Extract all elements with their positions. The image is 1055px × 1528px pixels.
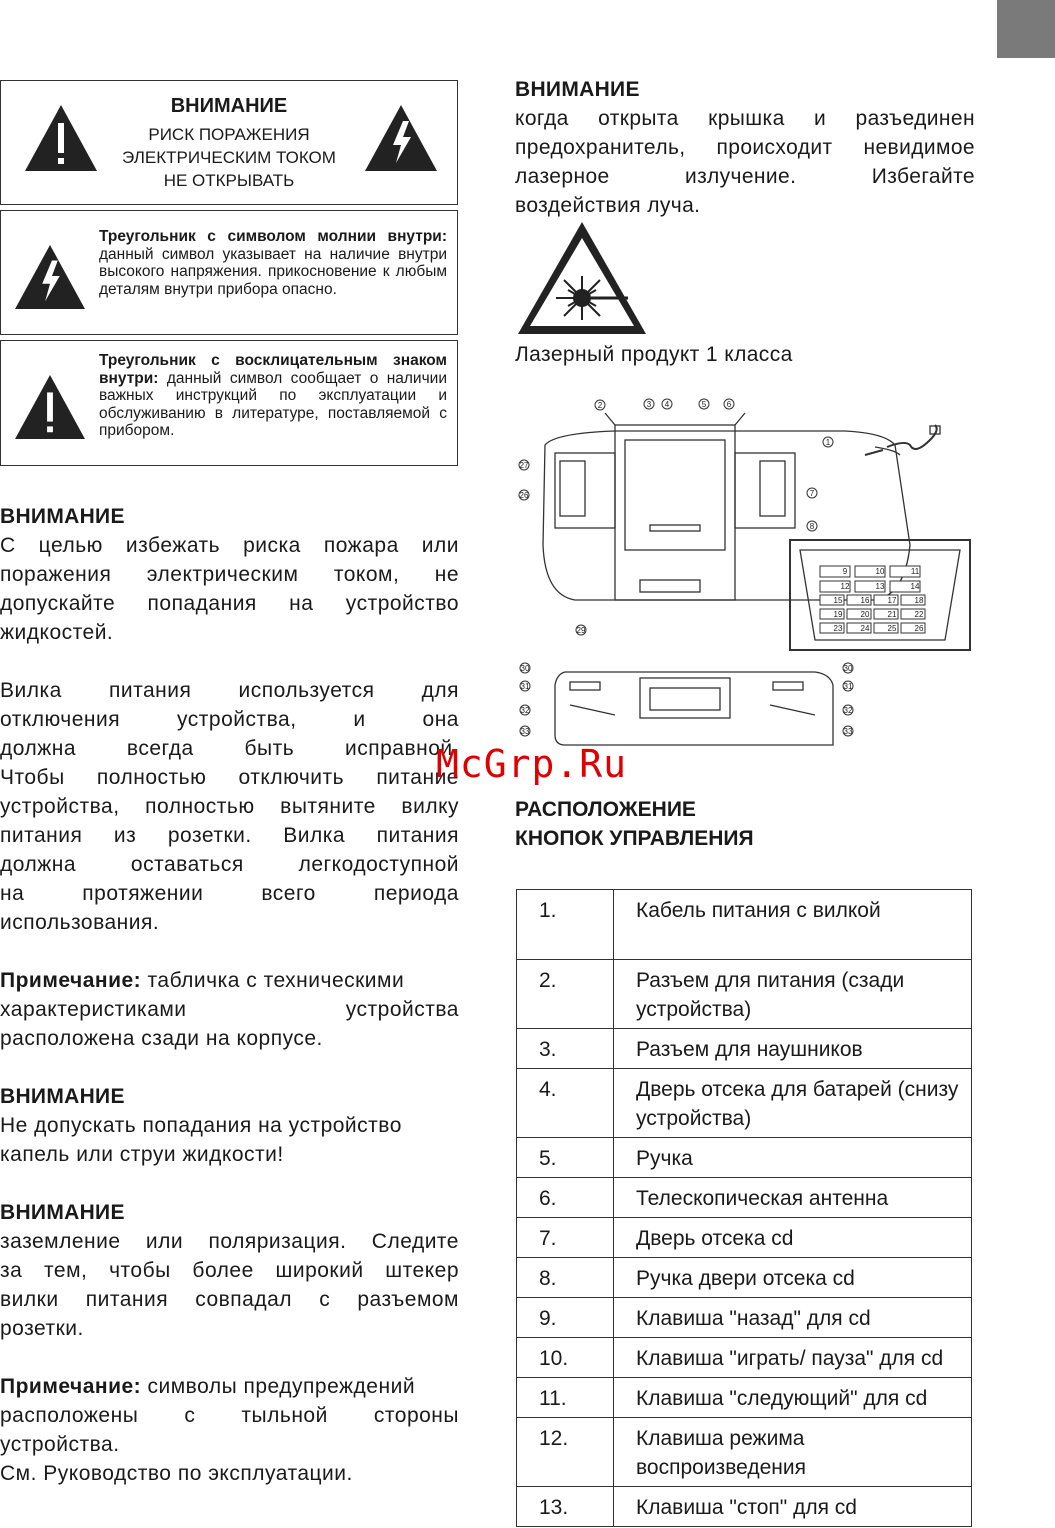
svg-text:26: 26 xyxy=(914,624,924,633)
warning-heading: ВНИМАНИЕ xyxy=(0,1201,125,1224)
callout xyxy=(520,681,530,691)
svg-text:9: 9 xyxy=(842,567,848,576)
svg-text:8: 8 xyxy=(809,522,815,531)
table-row xyxy=(517,1138,972,1178)
shock-warning-line: ЭЛЕКТРИЧЕСКИМ ТОКОМ xyxy=(122,148,336,167)
part-number: 6. xyxy=(517,1178,614,1218)
table-row xyxy=(517,1298,972,1338)
svg-text:32: 32 xyxy=(843,706,853,715)
shock-warning-lines xyxy=(101,123,357,192)
lightning-symbol-desc: данный символ указывает на наличие внутри высокого напряжения. прикосновение к любым деталям внутри прибора опасно. xyxy=(99,245,447,298)
svg-text:29: 29 xyxy=(576,626,586,635)
table-row xyxy=(517,1338,972,1378)
svg-text:30: 30 xyxy=(520,664,530,673)
part-description: Клавиша "играть/ пауза" для cd xyxy=(614,1338,972,1378)
part-number: 1. xyxy=(517,890,614,960)
part-number: 7. xyxy=(517,1218,614,1258)
text-line: должна оставаться легкодоступной xyxy=(0,853,459,876)
svg-text:24: 24 xyxy=(860,624,870,633)
text-line: использования. xyxy=(0,911,160,934)
text-line: характеристиками устройства xyxy=(0,998,459,1021)
panel-button xyxy=(820,623,844,633)
part-number: 11. xyxy=(517,1378,614,1418)
table-row xyxy=(517,1178,972,1218)
parts-table xyxy=(516,889,972,1527)
text-line: Не допускать попадания на устройство xyxy=(0,1114,402,1137)
lightning-triangle-icon xyxy=(363,103,439,173)
table-row xyxy=(517,1069,972,1138)
callout xyxy=(843,663,853,673)
shock-warning-box xyxy=(0,80,458,205)
text-line: капель или струи жидкости! xyxy=(0,1143,284,1166)
panel-button xyxy=(847,609,871,619)
panel-button xyxy=(847,595,871,605)
svg-text:22: 22 xyxy=(914,610,924,619)
part-number: 8. xyxy=(517,1258,614,1298)
svg-text:10: 10 xyxy=(875,567,885,576)
text-line: должна всегда быть исправной. xyxy=(0,737,459,760)
callout xyxy=(807,521,817,531)
svg-text:30: 30 xyxy=(843,664,853,673)
shock-warning-title: ВНИМАНИЕ xyxy=(170,95,288,117)
panel-button xyxy=(820,609,844,619)
part-number: 3. xyxy=(517,1029,614,1069)
watermark: McGrp.Ru xyxy=(436,742,628,786)
panel-button xyxy=(820,566,850,577)
panel-button xyxy=(874,609,898,619)
part-description: Клавиша "следующий" для cd xyxy=(614,1378,972,1418)
svg-text:33: 33 xyxy=(520,727,530,736)
lightning-triangle-icon xyxy=(13,243,87,311)
text-line: воздействия луча. xyxy=(515,194,701,217)
svg-text:21: 21 xyxy=(887,610,897,619)
panel-button xyxy=(901,595,925,605)
exclamation-symbol-text xyxy=(99,352,447,440)
shock-warning-line: РИСК ПОРАЖЕНИЯ xyxy=(148,125,310,144)
table-row xyxy=(517,1218,972,1258)
exclamation-triangle-icon xyxy=(23,103,99,173)
part-number: 4. xyxy=(517,1069,614,1138)
panel-button xyxy=(820,581,850,592)
laser-hazard-icon xyxy=(516,220,648,336)
table-row xyxy=(517,1029,972,1069)
note-label: Примечание: xyxy=(0,969,142,992)
laser-caption: Лазерный продукт 1 класса xyxy=(515,343,793,366)
svg-text:1: 1 xyxy=(825,438,831,447)
laser-warning xyxy=(515,75,975,220)
callout xyxy=(519,490,529,500)
svg-text:14: 14 xyxy=(910,582,920,591)
panel-button xyxy=(901,609,925,619)
left-column xyxy=(0,502,459,1488)
text-line: См. Руководство по эксплуатации. xyxy=(0,1462,353,1485)
text-line: предохранитель, происходит невидимое xyxy=(515,136,975,159)
note-text: табличка с техническими xyxy=(141,969,405,992)
text-line: расположена сзади на корпусе. xyxy=(0,1027,323,1050)
svg-text:13: 13 xyxy=(875,582,885,591)
part-description: Кабель питания с вилкой xyxy=(614,890,972,960)
panel-button xyxy=(874,623,898,633)
shock-warning-line: НЕ ОТКРЫВАТЬ xyxy=(163,171,295,190)
callout xyxy=(576,625,586,635)
section-title xyxy=(515,795,754,853)
part-description: Ручка xyxy=(614,1138,972,1178)
svg-text:6: 6 xyxy=(726,400,732,409)
text-line: вилки питания совпадал с разъемом xyxy=(0,1288,459,1311)
svg-text:26: 26 xyxy=(519,491,529,500)
panel-button xyxy=(890,581,920,592)
table-row xyxy=(517,1487,972,1527)
part-description: Клавиша режима воспроизведения xyxy=(614,1418,972,1487)
callout xyxy=(644,399,654,409)
callout xyxy=(724,399,734,409)
callout xyxy=(843,705,853,715)
svg-text:32: 32 xyxy=(520,706,530,715)
part-number: 12. xyxy=(517,1418,614,1487)
svg-text:23: 23 xyxy=(833,624,843,633)
text-line: С целью избежать риска пожара или xyxy=(0,534,459,557)
table-row xyxy=(517,890,972,960)
panel-button xyxy=(855,566,885,577)
device-front-diagram xyxy=(515,395,975,655)
table-row xyxy=(517,1258,972,1298)
lightning-symbol-bold: Треугольник с символом молнии внутри: xyxy=(99,228,447,245)
part-number: 5. xyxy=(517,1138,614,1178)
part-description: Ручка двери отсека cd xyxy=(614,1258,972,1298)
text-line: расположены с тыльной стороны xyxy=(0,1404,459,1427)
warning-heading: ВНИМАНИЕ xyxy=(0,1085,125,1108)
part-description: Разъем для наушников xyxy=(614,1029,972,1069)
part-description: Клавиша "назад" для cd xyxy=(614,1298,972,1338)
svg-text:4: 4 xyxy=(664,400,670,409)
note-label: Примечание: xyxy=(0,1375,142,1398)
part-number: 13. xyxy=(517,1487,614,1527)
callout xyxy=(843,681,853,691)
section-title-line: КНОПОК УПРАВЛЕНИЯ xyxy=(515,827,754,850)
text-line: за тем, чтобы более широкий штекер xyxy=(0,1259,459,1282)
part-number: 10. xyxy=(517,1338,614,1378)
lightning-symbol-box xyxy=(0,210,458,335)
table-row xyxy=(517,1378,972,1418)
svg-text:31: 31 xyxy=(520,682,530,691)
lightning-symbol-text xyxy=(99,228,447,298)
text-line: Вилка питания используется для xyxy=(0,679,459,702)
svg-text:17: 17 xyxy=(887,596,897,605)
table-row xyxy=(517,960,972,1029)
text-line: устройства, полностью вытяните вилку xyxy=(0,795,459,818)
text-line: лазерное излучение. Избегайте xyxy=(515,165,975,188)
svg-text:31: 31 xyxy=(843,682,853,691)
part-description: Разъем для питания (сзади устройства) xyxy=(614,960,972,1029)
svg-text:3: 3 xyxy=(646,400,652,409)
note-line xyxy=(0,1372,459,1401)
panel-button xyxy=(847,623,871,633)
svg-text:12: 12 xyxy=(840,582,850,591)
exclamation-triangle-icon xyxy=(13,373,87,441)
callout xyxy=(843,726,853,736)
svg-text:15: 15 xyxy=(833,596,843,605)
text-line: допускайте попадания на устройство xyxy=(0,592,459,615)
svg-text:7: 7 xyxy=(809,489,815,498)
note-line xyxy=(0,966,459,995)
panel-button xyxy=(855,581,885,592)
part-description: Дверь отсека cd xyxy=(614,1218,972,1258)
svg-text:27: 27 xyxy=(519,461,529,470)
text-line: питания из розетки. Вилка питания xyxy=(0,824,459,847)
svg-text:16: 16 xyxy=(860,596,870,605)
svg-text:20: 20 xyxy=(860,610,870,619)
callout xyxy=(520,726,530,736)
part-number: 9. xyxy=(517,1298,614,1338)
text-line: жидкостей. xyxy=(0,621,114,644)
text-line: розетки. xyxy=(0,1317,84,1340)
callout xyxy=(595,400,605,410)
text-line: когда открыта крышка и разъединен xyxy=(515,107,975,130)
note-text: символы предупреждений xyxy=(141,1375,416,1398)
warning-heading: ВНИМАНИЕ xyxy=(0,505,125,528)
exclamation-symbol-bold: Треугольник с восклицательным знаком внутри: xyxy=(99,352,447,387)
svg-text:11: 11 xyxy=(910,567,920,576)
panel-button xyxy=(820,595,844,605)
text-line: отключения устройства, и она xyxy=(0,708,459,731)
callout xyxy=(662,399,672,409)
section-title-line: РАСПОЛОЖЕНИЕ xyxy=(515,798,696,821)
part-description: Дверь отсека для батарей (снизу устройства) xyxy=(614,1069,972,1138)
svg-text:33: 33 xyxy=(843,727,853,736)
text-line: на протяжении всего периода xyxy=(0,882,459,905)
text-line: поражения электрическим током, не xyxy=(0,563,459,586)
part-description: Клавиша "стоп" для cd xyxy=(614,1487,972,1527)
svg-text:2: 2 xyxy=(597,401,603,410)
svg-text:5: 5 xyxy=(701,400,707,409)
svg-text:19: 19 xyxy=(833,610,843,619)
exclamation-symbol-desc: данный символ сообщает о наличии важных инструкций по эксплуатации и обслуживанию в литературе, поставляемой с прибором. xyxy=(99,369,447,439)
callout xyxy=(699,399,709,409)
text-line: устройства. xyxy=(0,1433,120,1456)
callout xyxy=(823,437,833,447)
panel-button xyxy=(874,595,898,605)
callout xyxy=(519,460,529,470)
part-description: Телескопическая антенна xyxy=(614,1178,972,1218)
warning-heading: ВНИМАНИЕ xyxy=(515,78,640,101)
callout xyxy=(520,705,530,715)
callout xyxy=(520,663,530,673)
text-line: заземление или поляризация. Следите xyxy=(0,1230,459,1253)
panel-button xyxy=(901,623,925,633)
text-line: Чтобы полностью отключить питание xyxy=(0,766,459,789)
svg-text:25: 25 xyxy=(887,624,897,633)
exclamation-symbol-box xyxy=(0,340,458,466)
page-tab-marker xyxy=(997,0,1055,58)
device-back-diagram xyxy=(515,660,860,755)
table-row xyxy=(517,1418,972,1487)
callout xyxy=(807,488,817,498)
panel-button xyxy=(890,566,920,577)
part-number: 2. xyxy=(517,960,614,1029)
svg-text:18: 18 xyxy=(914,596,924,605)
